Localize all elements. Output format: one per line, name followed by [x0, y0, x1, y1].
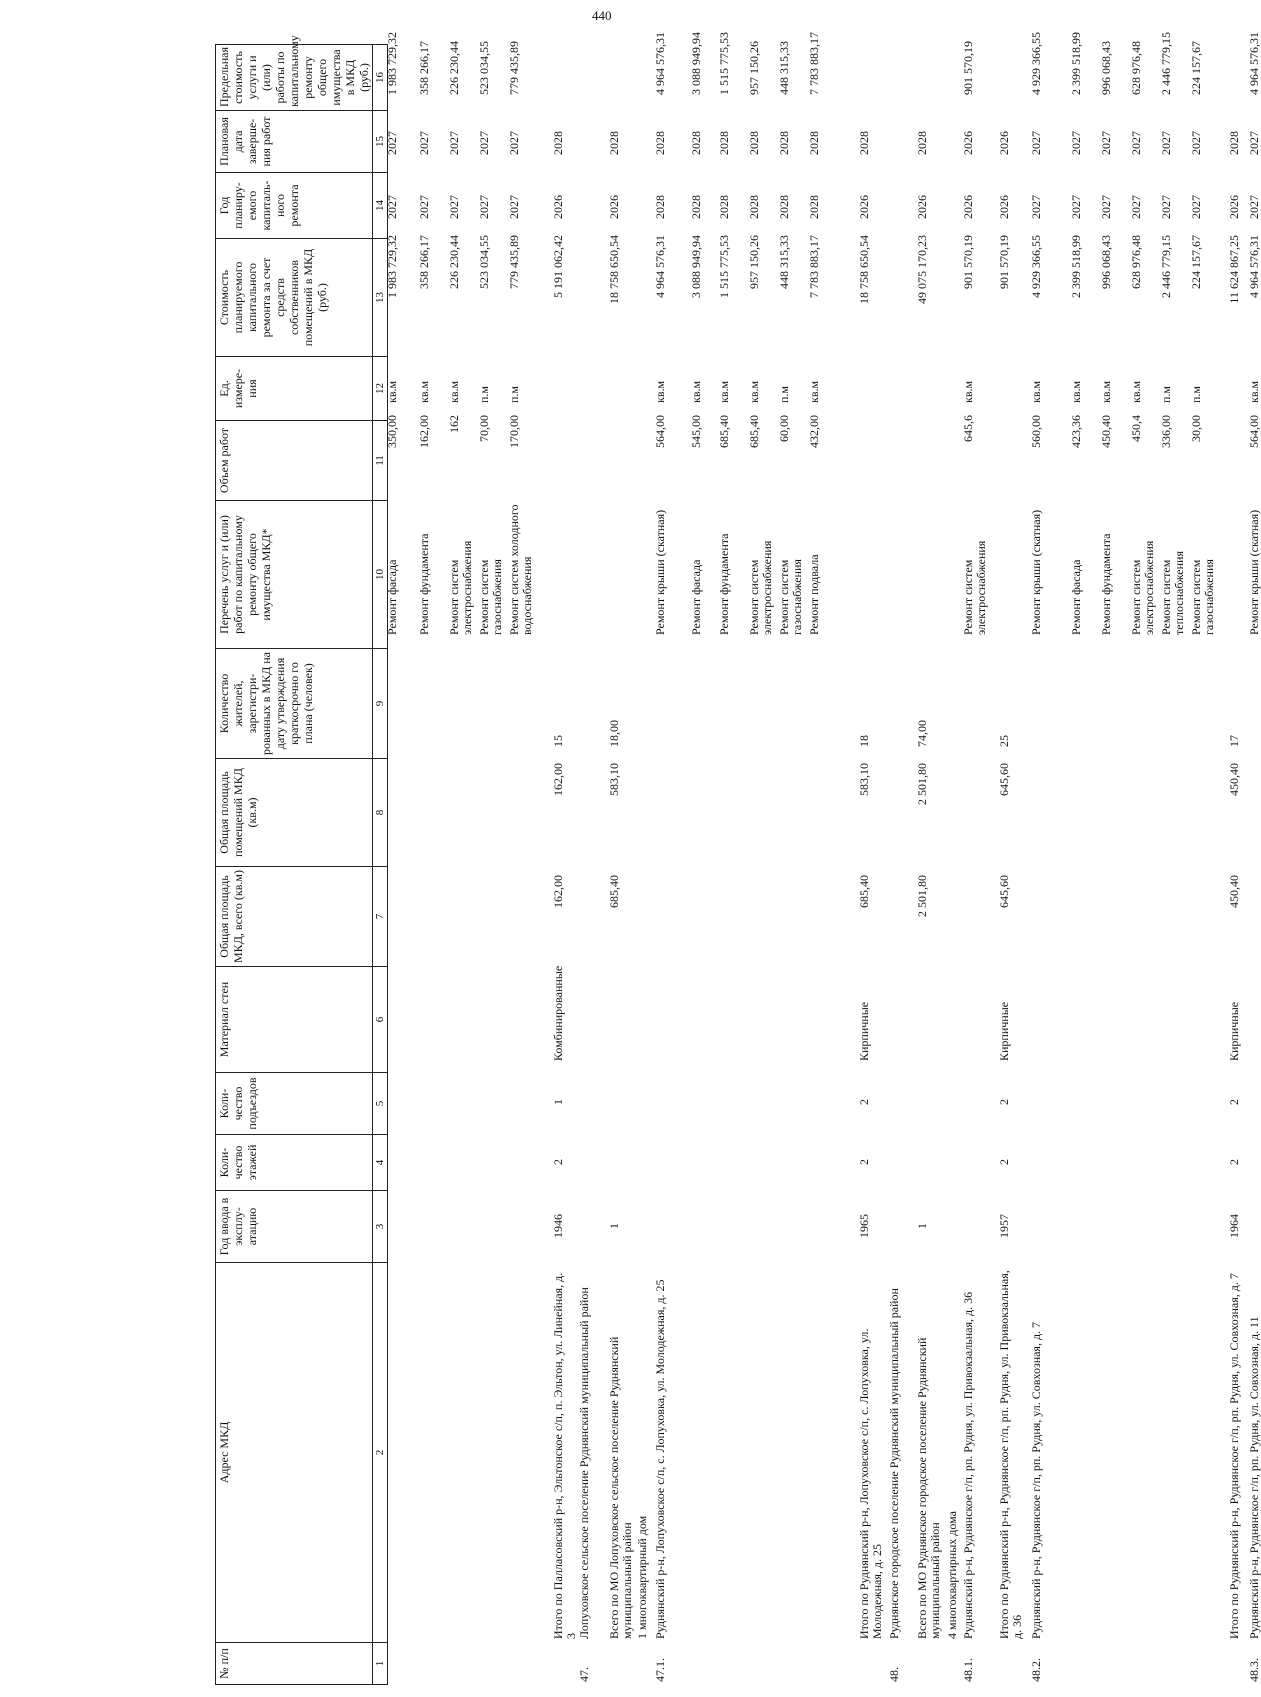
cell-limit: 1 515 775,53 [717, 32, 731, 95]
cell-cost: 901 570,19 [961, 235, 975, 289]
cell-end: 2026 [961, 131, 975, 155]
cell-res: 25 [997, 735, 1011, 747]
cell-cost: 11 624 867,25 [1227, 235, 1241, 304]
cell-area: 450,40 [1227, 875, 1241, 908]
header-cell: Коли-чество этажей [216, 1135, 373, 1191]
column-number: 10 [373, 501, 388, 649]
cell-cost: 3 088 949,94 [689, 235, 703, 298]
cell-cost: 4 929 366,55 [1029, 235, 1043, 298]
cell-end: 2028 [857, 131, 871, 155]
cell-parea: 583,10 [857, 763, 871, 796]
cell-work: Ремонт крыши (скатная) [653, 509, 667, 635]
cell-addr: Руднянский р-н, Лопуховское с/п, с. Лопуховка, ул. Молодежная, д. 25 [653, 1279, 667, 1639]
cell-y: 1 [607, 1223, 621, 1229]
cell-parea: 450,40 [1227, 763, 1241, 796]
cell-end: 2027 [1159, 131, 1173, 155]
cell-num: 48.1. [961, 1658, 975, 1682]
cell-wall: Кирпичные [857, 1001, 871, 1061]
cell-y: 1957 [997, 1214, 1011, 1238]
header-cell: Коли-чество подъездов [216, 1073, 373, 1135]
cell-work: Ремонт систем электроснабжения [1129, 540, 1156, 635]
cell-year: 2027 [1247, 195, 1261, 219]
cell-year: 2027 [1069, 195, 1083, 219]
cell-year: 2027 [1099, 195, 1113, 219]
cell-end: 2027 [1129, 131, 1143, 155]
cell-fl: 2 [997, 1159, 1011, 1165]
cell-vol: 423,36 [1069, 415, 1083, 448]
cell-vol: 450,4 [1129, 415, 1143, 442]
cell-cost: 2 399 518,99 [1069, 235, 1083, 298]
cell-end: 2028 [689, 131, 703, 155]
cell-area: 685,40 [607, 875, 621, 908]
cell-limit: 4 964 576,31 [653, 32, 667, 95]
cell-addr: Всего по МО Руднянское городское поселение Руднянский муниципальный район [915, 1337, 942, 1639]
cell-vol: 170,00 [507, 415, 521, 448]
cell-addr: Итого по Палласовский р-н, Эльтонское с/п, п. Эльтон, ул. Линейная, д. 3 [551, 1272, 578, 1639]
cell-end: 2027 [1069, 131, 1083, 155]
cell-work: Ремонт фундамента [417, 533, 431, 635]
cell-limit: 448 315,33 [777, 41, 791, 95]
cell-fl: 2 [551, 1159, 565, 1165]
cell-vol: 70,00 [477, 415, 491, 442]
cell-parea: 2 501,80 [915, 763, 929, 805]
cell-work: Ремонт крыши (скатная) [1247, 509, 1261, 635]
cell-vol: 685,40 [747, 415, 761, 448]
cell-limit: 1 983 729,32 [385, 32, 399, 95]
cell-fl: 2 [857, 1159, 871, 1165]
column-number: 15 [373, 111, 388, 173]
cell-year: 2028 [689, 195, 703, 219]
cell-unit: кв.м [653, 380, 667, 403]
cell-unit: п.м [777, 385, 791, 403]
cell-cost: 1 515 775,53 [717, 235, 731, 298]
cell-fl: 2 [1227, 1159, 1241, 1165]
cell-limit: 226 230,44 [447, 41, 461, 95]
cell-unit: п.м [477, 385, 491, 403]
cell-cost: 628 976,48 [1129, 235, 1143, 289]
cell-year: 2027 [447, 195, 461, 219]
cell-addr: Итого по Руднянский р-н, Руднянское г/п, рп. Рудня, ул. Привокзальная, д. 36 [997, 1270, 1024, 1639]
cell-limit: 996 068,43 [1099, 41, 1113, 95]
cell-end: 2026 [997, 131, 1011, 155]
cell-work: Ремонт фундамента [1099, 533, 1113, 635]
cell-addr: 4 многоквартирных дома [945, 1510, 959, 1639]
cell-work: Ремонт фасада [385, 559, 399, 635]
cell-limit: 3 088 949,94 [689, 32, 703, 95]
cell-work: Ремонт подвала [807, 554, 821, 635]
table-body [380, 32, 1261, 1685]
cell-cost: 4 964 576,31 [653, 235, 667, 298]
cell-end: 2027 [477, 131, 491, 155]
cell-unit: кв.м [1099, 380, 1113, 403]
cell-wall: Кирпичные [997, 1001, 1011, 1061]
cell-addr: 1 многоквартирный дом [635, 1515, 649, 1639]
cell-num: 48.2. [1029, 1658, 1043, 1682]
cell-cost: 523 034,55 [477, 235, 491, 289]
cell-y: 1 [915, 1223, 929, 1229]
cell-limit: 358 266,17 [417, 41, 431, 95]
cell-y: 1965 [857, 1214, 871, 1238]
cell-work: Ремонт систем газоснабжения [477, 559, 504, 635]
cell-cost: 779 435,89 [507, 235, 521, 289]
cell-year: 2027 [507, 195, 521, 219]
cell-end: 2027 [1029, 131, 1043, 155]
cell-unit: п.м [1159, 385, 1173, 403]
cell-cost: 448 315,33 [777, 235, 791, 289]
cell-year: 2028 [777, 195, 791, 219]
column-number: 9 [373, 649, 388, 759]
cell-addr: Руднянское городское поселение Руднянский муниципальный район [887, 1288, 901, 1639]
cell-cost: 18 758 650,54 [857, 235, 871, 304]
cell-cost: 224 157,67 [1189, 235, 1203, 289]
cell-end: 2027 [1189, 131, 1203, 155]
header-cell: Количество жителей, зарегистри-рованных в МКД на дату утверждения краткосрочно го плана (человек) [216, 649, 373, 759]
cell-work: Ремонт систем электроснабжения [961, 540, 988, 635]
cell-end: 2028 [747, 131, 761, 155]
cell-end: 2027 [417, 131, 431, 155]
cell-end: 2028 [717, 131, 731, 155]
header-cell: Объем работ [216, 421, 373, 501]
header-cell: Плановая дата заверше-ния работ [216, 111, 373, 173]
cell-cost: 4 964 576,31 [1247, 235, 1261, 298]
column-number: 6 [373, 967, 388, 1073]
cell-wall: Комбинированные [551, 965, 565, 1061]
cell-cost: 49 075 170,23 [915, 235, 929, 304]
column-number: 5 [373, 1073, 388, 1135]
cell-work: Ремонт систем газоснабжения [777, 559, 804, 635]
cell-en: 2 [857, 1099, 871, 1105]
cell-en: 1 [551, 1099, 565, 1105]
cell-vol: 560,00 [1029, 415, 1043, 448]
cell-end: 2028 [653, 131, 667, 155]
cell-work: Ремонт крыши (скатная) [1029, 509, 1043, 635]
cell-unit: кв.м [417, 380, 431, 403]
cell-en: 2 [997, 1099, 1011, 1105]
header-cell: Перечень услуг и (или) работ по капитальному ремонту общего имущества МКД* [216, 501, 373, 649]
cell-limit: 4 964 576,31 [1247, 32, 1261, 95]
cell-end: 2027 [447, 131, 461, 155]
cell-work: Ремонт фасада [689, 559, 703, 635]
cell-addr: Всего по МО Лопуховское сельское поселение Руднянский муниципальный район [607, 1336, 634, 1639]
cell-year: 2027 [477, 195, 491, 219]
cell-end: 2028 [915, 131, 929, 155]
cell-unit: кв.м [807, 380, 821, 403]
cell-year: 2028 [747, 195, 761, 219]
main-table [215, 35, 388, 1685]
cell-area: 645,60 [997, 875, 1011, 908]
header-cell: Адрес МКД [216, 1263, 373, 1643]
cell-year: 2026 [915, 195, 929, 219]
cell-num: 47.1. [653, 1658, 667, 1682]
column-number: 1 [373, 1643, 388, 1685]
cell-wall: Кирпичные [1227, 1001, 1241, 1061]
cell-limit: 628 976,48 [1129, 41, 1143, 95]
cell-limit: 224 157,67 [1189, 41, 1203, 95]
cell-year: 2026 [1227, 195, 1241, 219]
header-cell: Год планиру-емого капиталь-ного ремонта [216, 173, 373, 239]
cell-year: 2028 [807, 195, 821, 219]
cell-vol: 60,00 [777, 415, 791, 442]
cell-year: 2026 [551, 195, 565, 219]
cell-year: 2026 [961, 195, 975, 219]
cell-limit: 2 446 779,15 [1159, 32, 1173, 95]
cell-cost: 226 230,44 [447, 235, 461, 289]
cell-work: Ремонт систем электроснабжения [447, 540, 474, 635]
cell-y: 1964 [1227, 1214, 1241, 1238]
column-number: 16 [373, 45, 388, 111]
cell-addr: Руднянский р-н, Руднянское г/п, рп. Рудня, ул. Привокзальная, д. 36 [961, 1291, 975, 1639]
cell-unit: кв.м [717, 380, 731, 403]
cell-addr: Руднянский р-н, Руднянское г/п, рп. Рудня, ул. Совхозная, д. 7 [1029, 1321, 1043, 1639]
cell-year: 2027 [1189, 195, 1203, 219]
cell-cost: 957 150,26 [747, 235, 761, 289]
cell-end: 2028 [551, 131, 565, 155]
cell-unit: кв.м [385, 380, 399, 403]
cell-res: 15 [551, 735, 565, 747]
header-cell: Общая площадь помещений МКД (кв.м) [216, 759, 373, 867]
rotated-page [215, 32, 1261, 1685]
cell-res: 18,00 [607, 720, 621, 747]
cell-year: 2027 [385, 195, 399, 219]
cell-en: 2 [1227, 1099, 1241, 1105]
cell-vol: 162,00 [417, 415, 431, 448]
cell-res: 17 [1227, 735, 1241, 747]
column-number: 7 [373, 867, 388, 967]
cell-addr: Лопуховское сельское поселение Руднянский муниципальный район [577, 1287, 591, 1639]
cell-parea: 162,00 [551, 763, 565, 796]
cell-unit: кв.м [961, 380, 975, 403]
cell-cost: 996 068,43 [1099, 235, 1113, 289]
cell-work: Ремонт фасада [1069, 559, 1083, 635]
cell-vol: 432,00 [807, 415, 821, 448]
cell-cost: 1 983 729,32 [385, 235, 399, 298]
cell-unit: кв.м [1029, 380, 1043, 403]
cell-res: 74,00 [915, 720, 929, 747]
cell-vol: 450,40 [1099, 415, 1113, 448]
column-number: 11 [373, 421, 388, 501]
cell-end: 2028 [807, 131, 821, 155]
cell-end: 2028 [777, 131, 791, 155]
cell-cost: 18 758 650,54 [607, 235, 621, 304]
cell-vol: 30,00 [1189, 415, 1203, 442]
cell-cost: 2 446 779,15 [1159, 235, 1173, 298]
cell-work: Ремонт систем электроснабжения [747, 540, 774, 635]
column-number: 13 [373, 239, 388, 357]
column-number: 12 [373, 357, 388, 421]
cell-end: 2027 [1247, 131, 1261, 155]
cell-vol: 564,00 [653, 415, 667, 448]
cell-area: 2 501,80 [915, 875, 929, 917]
column-number: 8 [373, 759, 388, 867]
cell-year: 2028 [717, 195, 731, 219]
cell-num: 48. [887, 1667, 901, 1682]
cell-addr: Итого по Руднянский р-н, Лопуховское с/п, с. Лопуховка, ул. Молодежная, д. 25 [857, 1328, 884, 1639]
cell-area: 685,40 [857, 875, 871, 908]
header-cell: Стоимость планируемого капитального ремонта за счет средств собственников помещений в МКД (руб.) [216, 239, 373, 357]
cell-work: Ремонт фундамента [717, 533, 731, 635]
header-cell: № п/п [216, 1643, 373, 1685]
cell-unit: п.м [507, 385, 521, 403]
table-header [215, 35, 386, 1685]
column-number: 2 [373, 1263, 388, 1643]
cell-work: Ремонт систем газоснабжения [1189, 559, 1216, 635]
cell-year: 2026 [997, 195, 1011, 219]
header-cell: Предельная стоимость услуги и (или) работы по капитальному ремонту общего имущества в МКД (руб.) [216, 45, 373, 111]
cell-end: 2028 [1227, 131, 1241, 155]
cell-vol: 350,00 [385, 415, 399, 448]
cell-unit: кв.м [1069, 380, 1083, 403]
cell-end: 2027 [507, 131, 521, 155]
cell-num: 48.3. [1247, 1658, 1261, 1682]
header-cell: Материал стен [216, 967, 373, 1073]
cell-limit: 779 435,89 [507, 41, 521, 95]
cell-year: 2027 [417, 195, 431, 219]
cell-unit: кв.м [689, 380, 703, 403]
cell-vol: 564,00 [1247, 415, 1261, 448]
cell-end: 2027 [1099, 131, 1113, 155]
cell-end: 2028 [607, 131, 621, 155]
cell-parea: 583,10 [607, 763, 621, 796]
cell-cost: 7 783 883,17 [807, 235, 821, 298]
cell-unit: кв.м [747, 380, 761, 403]
cell-unit: кв.м [447, 380, 461, 403]
cell-res: 18 [857, 735, 871, 747]
cell-work: Ремонт систем холодного водоснабжения [507, 504, 534, 635]
cell-addr: Итого по Руднянский р-н, Руднянское г/п, рп. Рудня, ул. Совхозная, д. 7 [1227, 1273, 1241, 1639]
cell-end: 2027 [385, 131, 399, 155]
header-cell: Год ввода в эксплу-атацию [216, 1191, 373, 1263]
cell-year: 2026 [607, 195, 621, 219]
cell-vol: 545,00 [689, 415, 703, 448]
cell-limit: 957 150,26 [747, 41, 761, 95]
cell-year: 2028 [653, 195, 667, 219]
cell-cost: 901 570,19 [997, 235, 1011, 289]
page-number: 440 [592, 8, 612, 23]
cell-unit: п.м [1189, 385, 1203, 403]
column-number: 3 [373, 1191, 388, 1263]
cell-limit: 7 783 883,17 [807, 32, 821, 95]
cell-cost: 358 266,17 [417, 235, 431, 289]
cell-year: 2026 [857, 195, 871, 219]
cell-year: 2027 [1129, 195, 1143, 219]
cell-parea: 645,60 [997, 763, 1011, 796]
cell-y: 1946 [551, 1214, 565, 1238]
cell-limit: 523 034,55 [477, 41, 491, 95]
cell-limit: 4 929 366,55 [1029, 32, 1043, 95]
cell-vol: 645,6 [961, 415, 975, 442]
cell-addr: Руднянский р-н, Руднянское г/п, рп. Рудня, ул. Совхозная, д. 11 [1247, 1316, 1261, 1639]
cell-vol: 685,40 [717, 415, 731, 448]
cell-unit: кв.м [1129, 380, 1143, 403]
cell-year: 2027 [1029, 195, 1043, 219]
cell-limit: 2 399 518,99 [1069, 32, 1083, 95]
header-cell: Общая площадь МКД, всего (кв.м) [216, 867, 373, 967]
cell-year: 2027 [1159, 195, 1173, 219]
cell-unit: кв.м [1247, 380, 1261, 403]
column-number: 4 [373, 1135, 388, 1191]
cell-area: 162,00 [551, 875, 565, 908]
cell-vol: 336,00 [1159, 415, 1173, 448]
cell-num: 47. [577, 1667, 591, 1682]
header-cell: Ед. измере-ния [216, 357, 373, 421]
cell-cost: 5 191 062,42 [551, 235, 565, 298]
cell-work: Ремонт систем теплоснабжения [1159, 551, 1186, 635]
cell-limit: 901 570,19 [961, 41, 975, 95]
column-number: 14 [373, 173, 388, 239]
cell-vol: 162 [447, 415, 461, 433]
